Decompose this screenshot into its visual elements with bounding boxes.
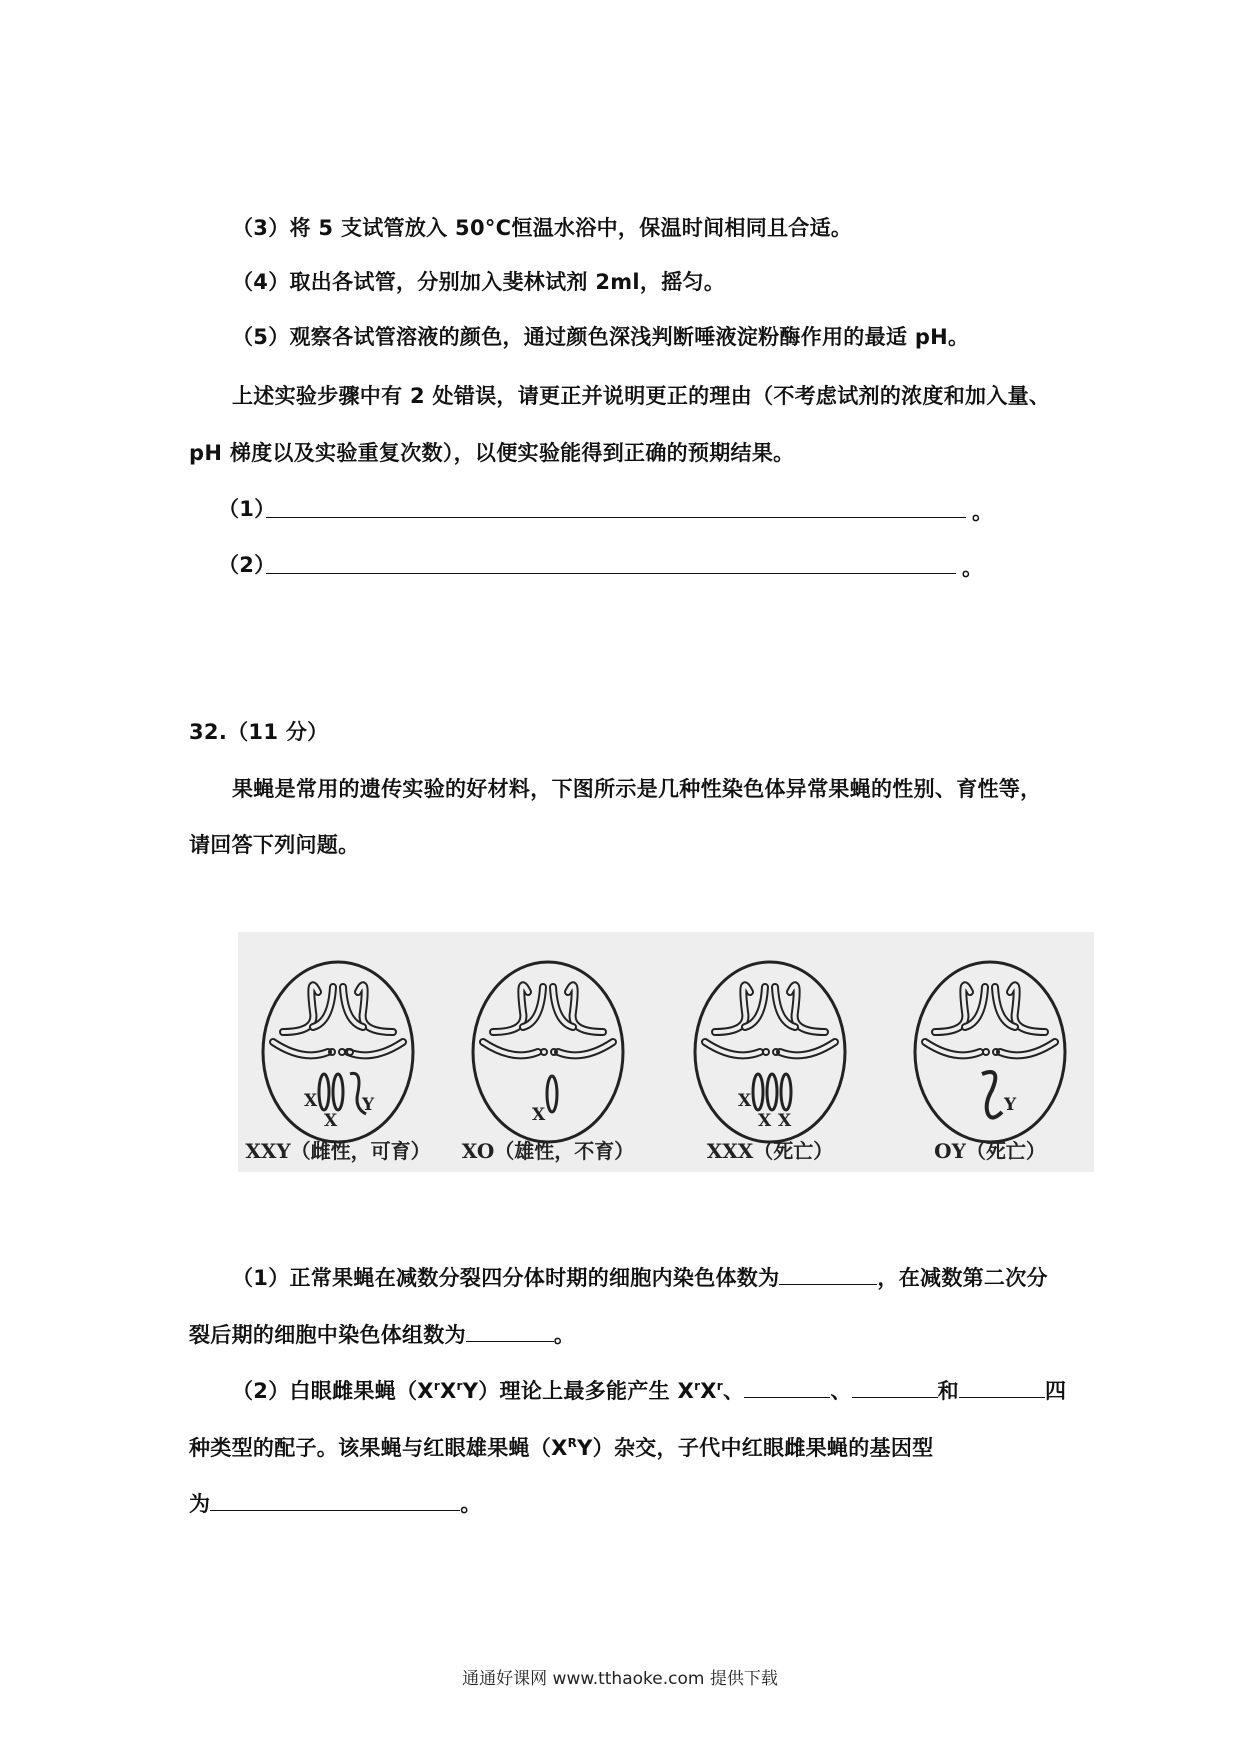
intro-line-1: 果蝇是常用的遗传实验的好材料，下图所示是几种性染色体异常果蝇的性别、育性等， <box>232 777 1042 801</box>
genotype-blank[interactable] <box>210 1490 460 1511</box>
cell-xxx <box>695 962 845 1142</box>
intro-line-2: 请回答下列问题。 <box>189 833 360 857</box>
sub-question-2-line-3 <box>189 1488 482 1518</box>
sub2-text-d: Y）杂交，子代中红眼雌果蝇的基因型 <box>577 1436 934 1460</box>
caption-xo: XO（雄性，不育） <box>461 1139 635 1163</box>
sub-question-1-line-1 <box>232 1262 1048 1292</box>
page-footer: 通通好课网 www.tthaoke.com 提供下载 <box>462 1669 778 1689</box>
step-4: （4）取出各试管，分别加入斐林试剂 2ml，摇匀。 <box>232 270 726 294</box>
cell-xo <box>473 962 623 1142</box>
sub2-x2: X <box>440 1379 457 1403</box>
step-5: （5）观察各试管溶液的颜色，通过颜色深浅判断唾液淀粉酶作用的最适 pH。 <box>232 325 970 349</box>
sub2-sup-1: r <box>433 1379 441 1393</box>
chr-label-x1: X <box>304 1091 318 1111</box>
sub2-text-e: 为 <box>189 1492 211 1516</box>
sub2-sup-3: r <box>694 1379 701 1393</box>
sub1-text-a: （1）正常果蝇在减数分裂四分体时期的细胞内染色体数为 <box>232 1266 780 1290</box>
caption-xxy: XXY（雌性，可育） <box>245 1139 431 1163</box>
sub2-four: 四 <box>1044 1379 1067 1403</box>
sub1-period: 。 <box>553 1323 576 1347</box>
sub2-x4: X <box>700 1379 717 1403</box>
chr-label-x3: X <box>778 1111 792 1131</box>
sub2-sep-1: 、 <box>723 1379 745 1403</box>
cell-oy <box>915 962 1065 1142</box>
sub1-text-b: ，在减数第二次分 <box>877 1266 1048 1290</box>
sub2-sep-2: 、 <box>830 1379 852 1403</box>
sub-question-1-line-2 <box>189 1319 575 1349</box>
chr-label-x1: X <box>738 1091 752 1111</box>
chr-label-x2: X <box>324 1111 338 1131</box>
prompt-line-2: pH 梯度以及实验重复次数），以便实验能得到正确的预期结果。 <box>189 441 795 465</box>
sub2-sup-2: r <box>456 1379 463 1393</box>
answer-1-period: 。 <box>972 500 994 524</box>
sub1-text-c: 裂后期的细胞中染色体组数为 <box>189 1323 466 1347</box>
sub-question-2-line-2 <box>189 1432 933 1462</box>
caption-oy: OY（死亡） <box>934 1139 1046 1163</box>
answer-2-label: （2） <box>218 553 276 577</box>
chr-label-y: Y <box>1004 1095 1017 1115</box>
chr-label-x2: X <box>758 1111 772 1131</box>
cell-xxy <box>263 962 413 1142</box>
caption-xxx: XXX（死亡） <box>706 1139 834 1163</box>
answer-2-period: 。 <box>962 556 984 580</box>
chromosome-count-blank[interactable] <box>779 1264 877 1285</box>
answer-1-blank[interactable] <box>266 497 966 518</box>
chr-label-y: Y <box>362 1095 375 1115</box>
sub2-text-b: Y）理论上最多能产生 X <box>462 1379 695 1403</box>
sub2-text-a: （2）白眼雌果蝇（X <box>232 1379 434 1403</box>
gamete-blank-2[interactable] <box>852 1377 938 1398</box>
sub2-sup-5: R <box>567 1436 578 1450</box>
prompt-line-1: 上述实验步骤中有 2 处错误，请更正并说明更正的理由（不考虑试剂的浓度和加入量、 <box>232 384 1051 408</box>
gamete-blank-3[interactable] <box>959 1377 1045 1398</box>
chr-label-x: X <box>532 1105 546 1125</box>
question-32-header: 32.（11 分） <box>189 720 329 744</box>
answer-2-blank[interactable] <box>266 553 956 574</box>
sub2-sup-4: r <box>716 1379 723 1393</box>
chromosome-set-blank[interactable] <box>466 1321 554 1342</box>
step-3: （3）将 5 支试管放入 50°C恒温水浴中，保温时间相同且合适。 <box>232 216 853 240</box>
sub2-and: 和 <box>937 1379 959 1403</box>
sub2-text-c: 种类型的配子。该果蝇与红眼雄果蝇（X <box>189 1436 568 1460</box>
sub2-period: 。 <box>460 1492 482 1516</box>
sub-question-2-line-1 <box>232 1375 1066 1405</box>
chromosome-diagram <box>238 932 1094 1172</box>
gamete-blank-1[interactable] <box>744 1377 830 1398</box>
chromosome-figure <box>238 932 1094 1172</box>
answer-1-label: （1） <box>218 497 276 521</box>
